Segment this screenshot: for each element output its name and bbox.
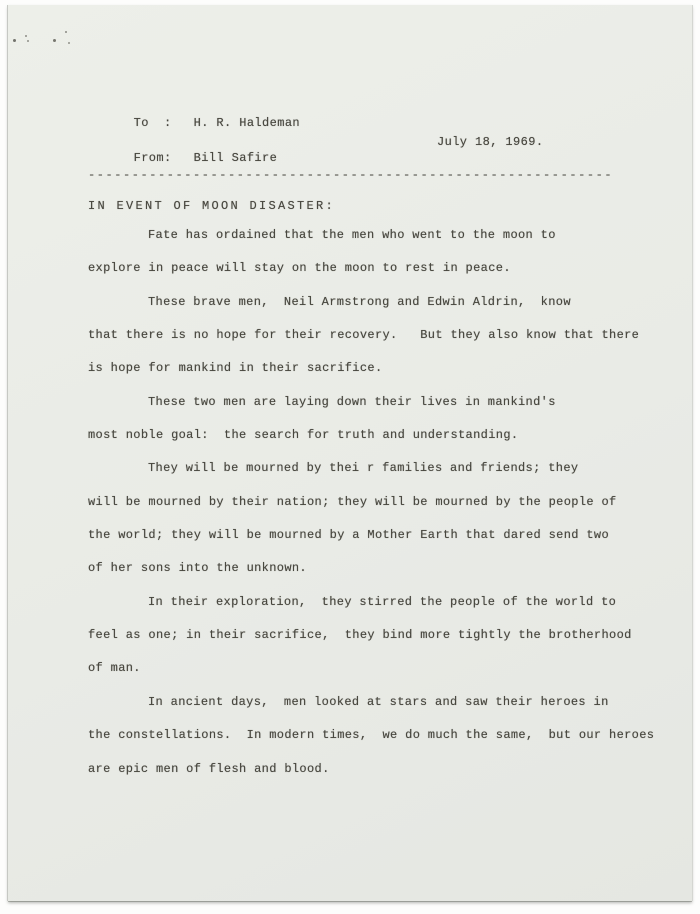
memo-line: most noble goal: the search for truth and understanding. <box>88 428 519 443</box>
from-row <box>88 134 652 198</box>
memo-line: In their exploration, they stirred the people of the world to <box>148 594 617 609</box>
to-value: H. R. Haldeman <box>193 116 301 130</box>
scan-speck <box>25 35 27 37</box>
memo-date: July 18, 1969. <box>437 135 544 149</box>
scan-speck <box>53 39 56 42</box>
memo-title: IN EVENT OF MOON DISASTER: <box>88 199 336 213</box>
from-value: Bill Safire <box>193 151 278 165</box>
scan-speck <box>68 42 70 44</box>
memo-line: feel as one; in their sacrifice, they bind more tightly the brotherhood <box>88 628 632 643</box>
memo-line: In ancient days, men looked at stars and saw their heroes in <box>148 694 609 709</box>
scan-speck <box>13 39 16 42</box>
memo-line: is hope for mankind in their sacrifice. <box>88 361 383 376</box>
memo-line: the constellations. In modern times, we do much the same, but our heroes <box>88 728 655 743</box>
memo-line: Fate has ordained that the men who went to the moon to <box>148 228 556 242</box>
memo-line: the world; they will be mourned by a Mother Earth that dared send two <box>88 528 610 543</box>
memo-line: explore in peace will stay on the moon to rest in peace. <box>88 261 511 276</box>
memo-line: are epic men of flesh and blood. <box>88 761 330 776</box>
memo-body <box>88 219 655 786</box>
memo-content <box>88 5 655 901</box>
memo-line: These brave men, Neil Armstrong and Edwin Aldrin, know <box>148 294 571 309</box>
memo-line: that there is no hope for their recovery. But they also know that there <box>88 328 640 343</box>
dashed-divider: ------------------------------------------------------------ <box>88 168 614 182</box>
memo-page <box>8 5 692 901</box>
scan-speck <box>65 31 67 33</box>
memo-line: will be mourned by their nation; they will be mourned by the people of <box>88 494 617 509</box>
from-label: From: <box>133 151 172 165</box>
memo-line: of her sons into the unknown. <box>88 561 307 576</box>
memo-line: They will be mourned by thei r families and friends; they <box>148 461 579 476</box>
to-label: To : <box>133 116 172 130</box>
memo-line: of man. <box>88 661 141 676</box>
memo-line: These two men are laying down their lives in mankind's <box>148 394 556 409</box>
scan-speck <box>27 40 29 42</box>
